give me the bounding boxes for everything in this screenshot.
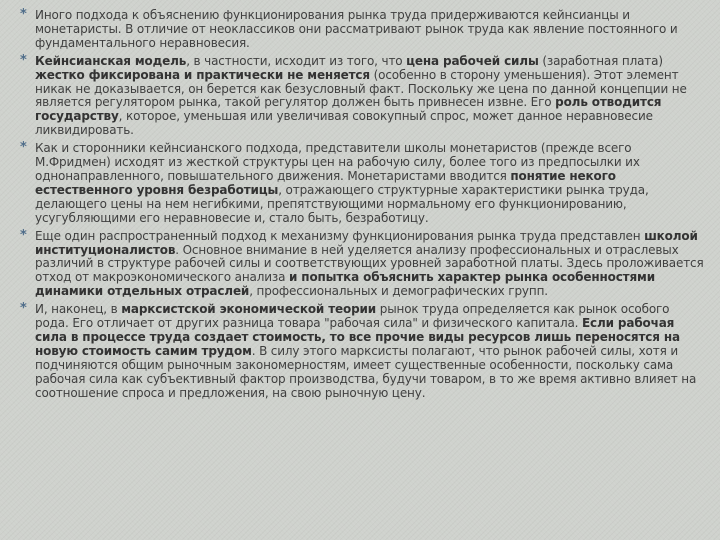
text-run: рынок труда определяется как рынок особого рода. Его отличает от других разница товара "рабочая сила" и физического капитала.: [35, 302, 670, 331]
text-run: Как и сторонники кейнсианского подхода, представители школы монетаристов (прежде всего М.Фридмен) исходят из жесткой структуры цен на рабочую силу, более того из предпосылки их однонаправленного, повышательного движения. Монетаристами вводится: [35, 141, 640, 183]
bold-text: школой институционалистов: [35, 228, 698, 257]
bullet-marker-icon: *: [20, 7, 27, 22]
text-run: , в частности, исходит из того, что: [186, 53, 407, 68]
bullet-list: [20, 9, 706, 404]
text-run: И, наконец, в: [35, 302, 122, 317]
bullet-marker-icon: *: [20, 301, 27, 317]
text-run: . В силу этого марксисты полагают, что рынок рабочей силы, хотя и подчиняются общим рыночным закономерностям, имеет существенные особенности, поскольку сама рабочая сила как субъективный фактор производства, будучи товаром, в то же время активно влияет на соотношение спроса и предложения, на свою рыночную цену.: [35, 343, 697, 400]
text-run: Еще один распространенный подход к механизму функционирования рынка труда представлен: [35, 228, 645, 243]
bold-text: Если рабочая сила в процессе труда создает стоимость, то все прочие виды ресурсов лишь переносятся на новую стоимость самим трудом: [35, 316, 680, 358]
bullet-marker-icon: *: [20, 52, 27, 68]
bold-text: роль отводится государству: [35, 95, 662, 124]
text-run: . Основное внимание в ней уделяется анализу профессиональных и отраслевых различий в структуре рабочей силы и соответствующих уровней заработной платы. Здесь проложивается отход от макроэкономического анализа: [35, 242, 704, 285]
bold-text: жестко фиксирована и практически не меняется: [35, 67, 370, 82]
bullet-item: [20, 9, 706, 51]
text-run: , профессиональных и демографических групп.: [249, 284, 548, 299]
bullet-item: [20, 142, 706, 225]
bullet-item: [20, 52, 706, 138]
bullet-item: [20, 227, 706, 300]
bullet-marker-icon: *: [20, 140, 27, 156]
bold-text: марксистской экономической теории: [121, 302, 377, 317]
bullet-marker-icon: *: [20, 227, 27, 243]
text-run: (особенно в сторону уменьшения). Этот элемент никак не доказывается, он берется как безусловный факт. Поскольку же цена по данной концепции не является регулятором рынка, такой регулятор должен быть привнесен извне. Его: [35, 67, 687, 110]
bold-text: понятие некого естественного уровня безработицы: [35, 168, 616, 197]
text-run: , отражающего структурные характеристики рынка труда, делающего цены на нем негибкими, препятствующими нормальному его функционированию, усугубляющими его неравновесие и, стало быть, безработицу.: [35, 182, 649, 225]
bullet-item: [20, 303, 706, 400]
text-run: (заработная плата): [538, 53, 663, 68]
bold-text: цена рабочей силы: [406, 53, 539, 68]
bold-text: и попытка объяснить характер рынка особенностями динамики отдельных отраслей: [35, 270, 655, 299]
text-run: , которое, уменьшая или увеличивая совокупный спрос, может данное неравновесие ликвидировать.: [35, 109, 653, 138]
text-run: Иного подхода к объяснению функционирования рынка труда придерживаются кейнсианцы и монетаристы. В отличие от неоклассиков они расcматривают рынок труда как явление постоянного и фундаментального неравновесия.: [35, 8, 678, 50]
bold-text: Кейнсианская модель: [35, 53, 187, 68]
